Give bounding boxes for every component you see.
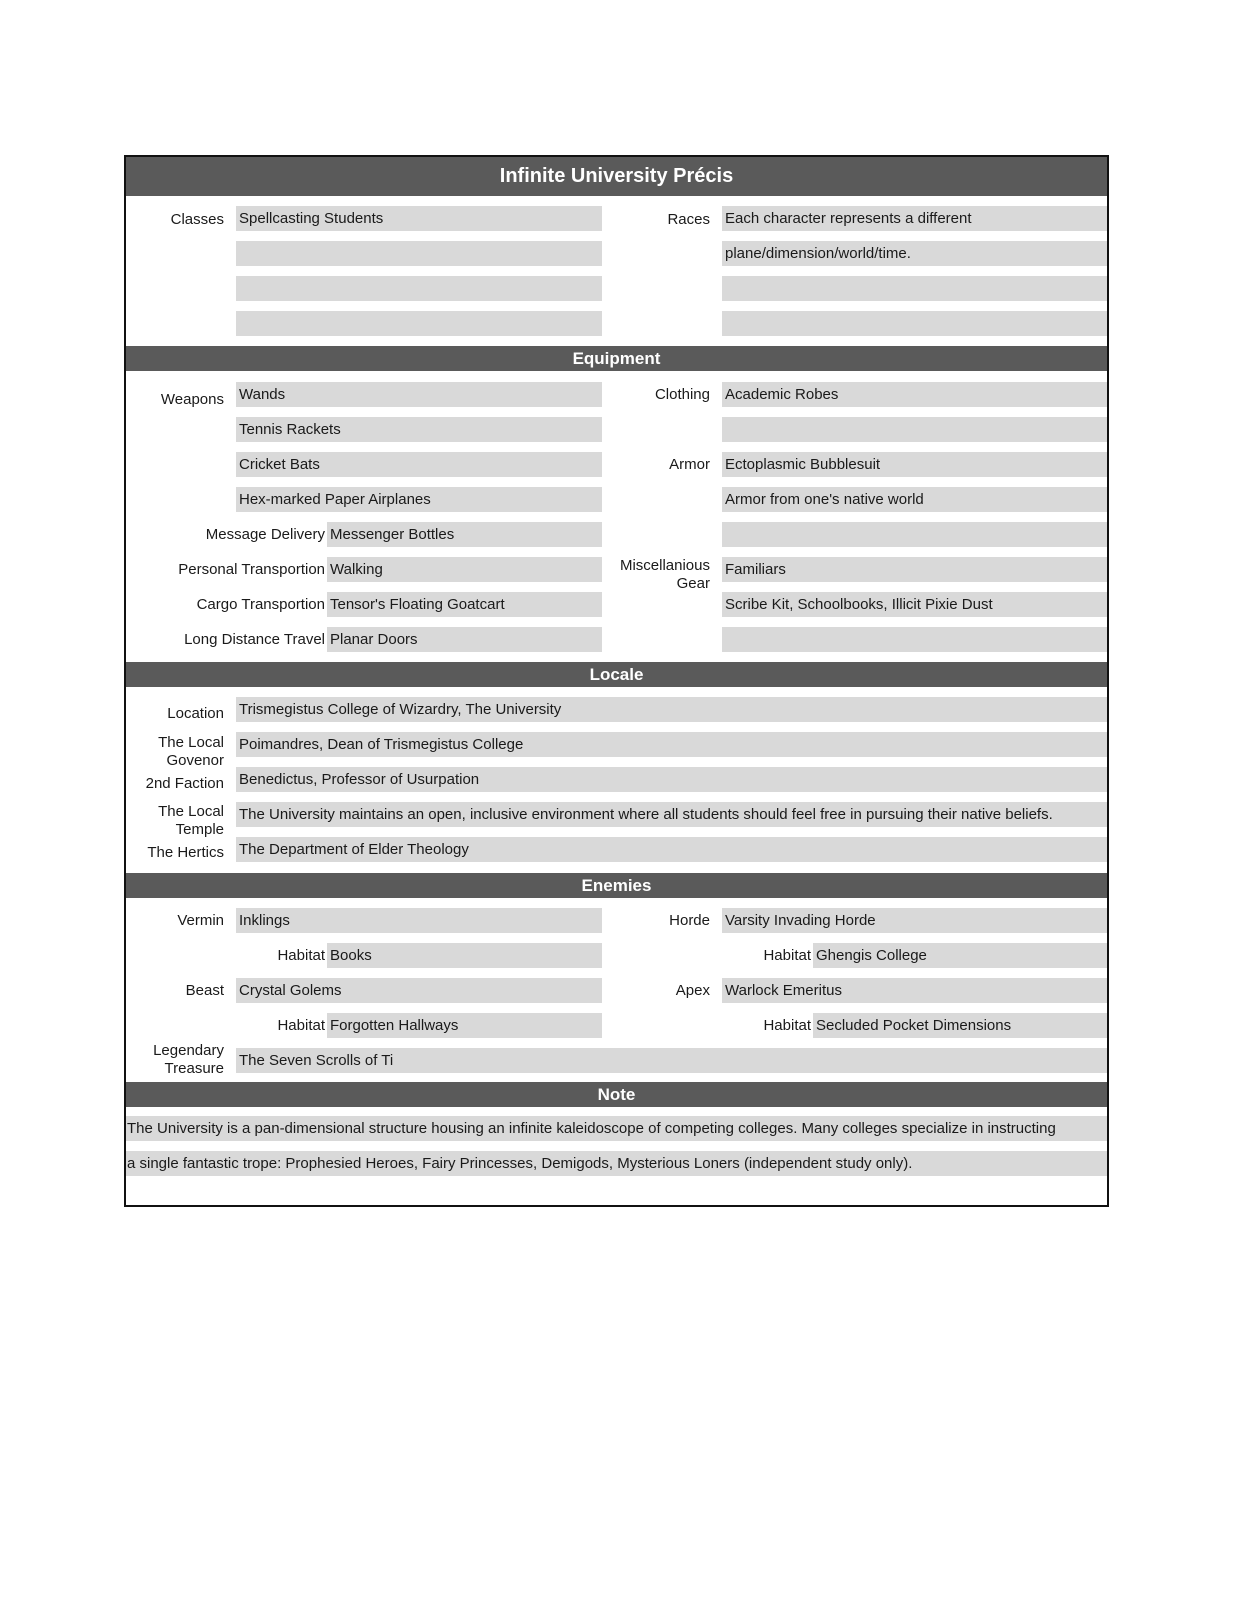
governor-label [126,734,224,770]
cargo-transport-label: Cargo Transportion [196,596,325,613]
races-label: Races [667,211,710,228]
misc-field-1[interactable]: Familiars [722,557,1107,582]
horde-habitat-label: Habitat [763,947,811,964]
personal-transport-field[interactable]: Walking [327,557,602,582]
horde-field[interactable]: Varsity Invading Horde [722,908,1107,933]
beast-habitat-label: Habitat [277,1017,325,1034]
location-field[interactable]: Trismegistus College of Wizardry, The University [236,697,1107,722]
faction-label: 2nd Faction [145,775,224,792]
apex-field[interactable]: Warlock Emeritus [722,978,1107,1003]
precis-sheet [124,155,1109,1207]
weapons-field-4[interactable]: Hex-marked Paper Airplanes [236,487,602,512]
treasure-label-line2: Treasure [164,1060,224,1077]
armor-label: Armor [669,456,710,473]
weapons-field-1[interactable]: Wands [236,382,602,407]
message-delivery-field[interactable]: Messenger Bottles [327,522,602,547]
temple-field[interactable]: The University maintains an open, inclusive environment where all students should feel free in pursuing their native beliefs. [236,802,1107,827]
races-field-3[interactable] [722,276,1107,301]
weapons-field-3[interactable]: Cricket Bats [236,452,602,477]
races-field-4[interactable] [722,311,1107,336]
personal-transport-label: Personal Transportion [178,561,325,578]
treasure-field[interactable]: The Seven Scrolls of Ti [236,1048,1107,1073]
horde-label: Horde [669,912,710,929]
heretics-label: The Hertics [147,844,224,861]
misc-field-3[interactable] [722,627,1107,652]
cargo-transport-field[interactable]: Tensor's Floating Goatcart [327,592,602,617]
note-line-1[interactable]: The University is a pan-dimensional structure housing an infinite kaleidoscope of competing colleges. Many colleges specialize in instructing [126,1116,1107,1141]
locale-header-text: Locale [589,665,644,684]
clothing-field-2[interactable] [722,417,1107,442]
note-header-text: Note [597,1085,636,1104]
weapons-label: Weapons [160,391,224,408]
horde-habitat-field[interactable]: Ghengis College [813,943,1107,968]
message-delivery-label: Message Delivery [205,526,325,543]
faction-field[interactable]: Benedictus, Professor of Usurpation [236,767,1107,792]
governor-field[interactable]: Poimandres, Dean of Trismegistus College [236,732,1107,757]
armor-field-2[interactable]: Armor from one's native world [722,487,1107,512]
vermin-habitat-label: Habitat [277,947,325,964]
long-distance-field[interactable]: Planar Doors [327,627,602,652]
races-field-2[interactable]: plane/dimension/world/time. [722,241,1107,266]
apex-habitat-label: Habitat [763,1017,811,1034]
enemies-header-text: Enemies [581,876,652,895]
location-label: Location [167,705,224,722]
classes-field-4[interactable] [236,311,602,336]
long-distance-label: Long Distance Travel [184,631,325,648]
beast-habitat-field[interactable]: Forgotten Hallways [327,1013,602,1038]
clothing-field-1[interactable]: Academic Robes [722,382,1107,407]
misc-field-2[interactable]: Scribe Kit, Schoolbooks, Illicit Pixie Dust [722,592,1107,617]
governor-label-line1: The Local [158,734,224,751]
vermin-field[interactable]: Inklings [236,908,602,933]
races-field-1[interactable]: Each character represents a different [722,206,1107,231]
misc-gear-label-line2: Gear [676,575,710,592]
treasure-label [126,1042,224,1078]
locale-header [126,662,1107,687]
misc-gear-label-line1: Miscellanious [619,557,710,574]
beast-field[interactable]: Crystal Golems [236,978,602,1003]
weapons-field-2[interactable]: Tennis Rackets [236,417,602,442]
treasure-label-line1: Legendary [153,1042,224,1059]
note-header [126,1082,1107,1107]
heretics-field[interactable]: The Department of Elder Theology [236,837,1107,862]
clothing-label: Clothing [654,386,710,403]
classes-field-1[interactable]: Spellcasting Students [236,206,602,231]
temple-label [126,803,224,839]
armor-field-3[interactable] [722,522,1107,547]
vermin-label: Vermin [177,912,224,929]
apex-label: Apex [675,982,710,999]
classes-field-2[interactable] [236,241,602,266]
classes-label: Classes [170,211,224,228]
temple-label-line1: The Local [158,803,224,820]
temple-label-line2: Temple [175,821,224,838]
vermin-habitat-field[interactable]: Books [327,943,602,968]
page-title: Infinite University Précis [499,165,734,187]
apex-habitat-field[interactable]: Secluded Pocket Dimensions [813,1013,1107,1038]
note-line-2[interactable]: a single fantastic trope: Prophesied Heroes, Fairy Princesses, Demigods, Mysterious Loners (independent study only). [126,1151,1107,1176]
beast-label: Beast [185,982,224,999]
equipment-header [126,346,1107,371]
equipment-header-text: Equipment [572,349,661,368]
governor-label-line2: Govenor [166,752,224,769]
misc-gear-label [596,557,710,593]
enemies-header [126,873,1107,898]
title-bar [126,157,1107,196]
armor-field-1[interactable]: Ectoplasmic Bubblesuit [722,452,1107,477]
classes-field-3[interactable] [236,276,602,301]
